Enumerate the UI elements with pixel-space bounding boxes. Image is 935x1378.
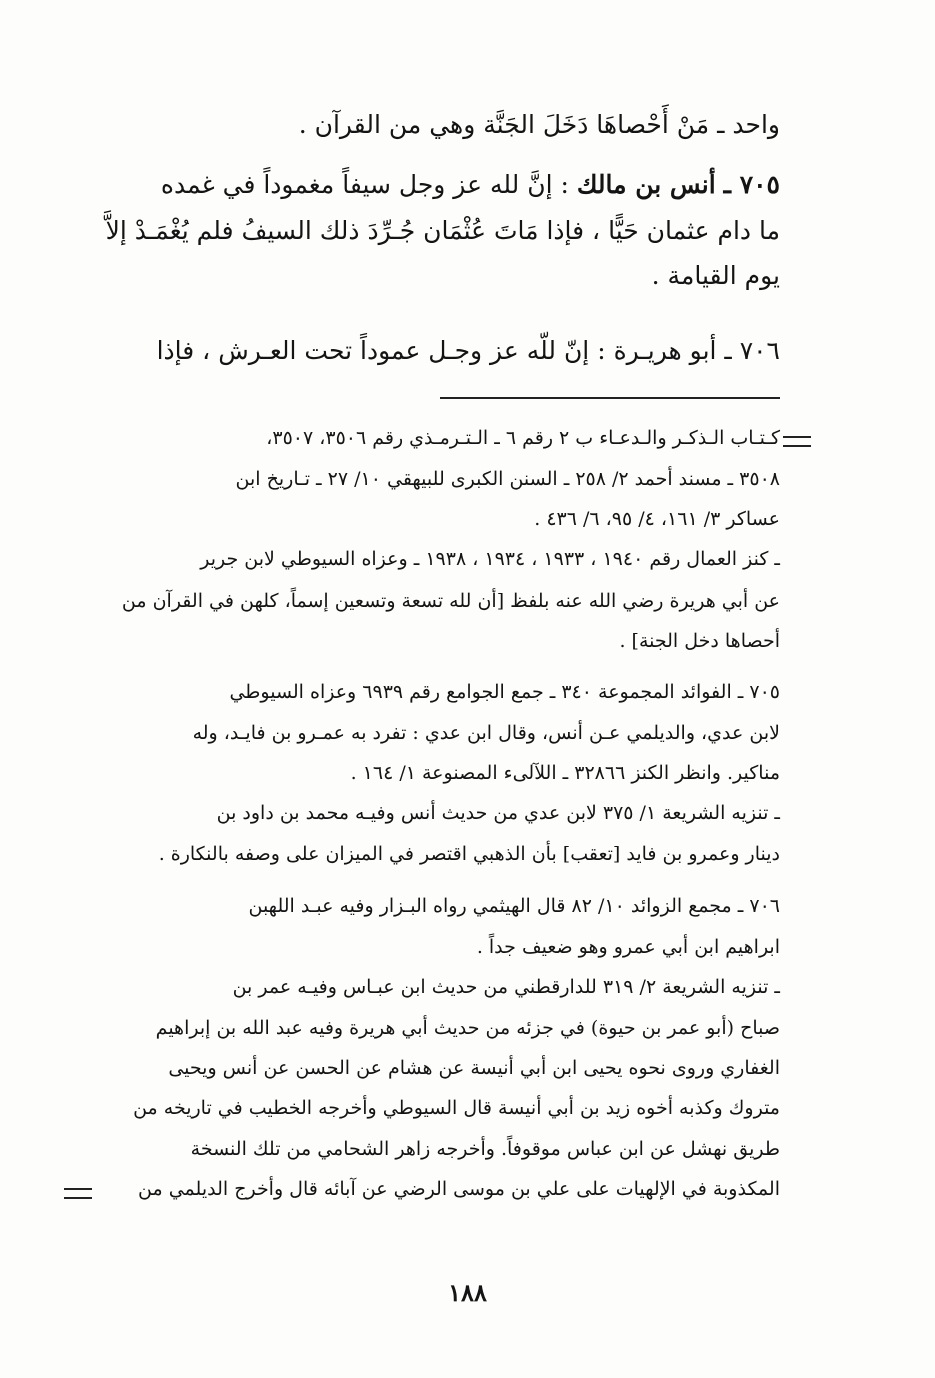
footnote-line: المكذوبة في الإلهيات على علي بن موسى الرضي عن آبائه قال وأخرج الديلمي من [138,1178,780,1200]
hadith-706-line: ٧٠٦ ـ أبو هريـرة : إنّ للّه عز وجـل عموداً تحت العـرش ، فإذا [156,336,780,365]
main-text-line: يوم القيامة . [651,261,780,290]
footnote-line: كـتـاب الـذكـر والـدعـاء ب ٢ رقم ٦ ـ الـتـرمـذي رقم ٣٥٠٦، ٣٥٠٧، [266,427,780,449]
footnote-line: مناكير. وانظر الكنز ٣٢٨٦٦ ـ اللآلىء المصنوعة ١/ ١٦٤ . [350,762,780,784]
footnote-line: ـ تنزيه الشريعة ١/ ٣٧٥ لابن عدي من حديث أنس وفيـه محمد بن داود بن [216,802,780,824]
hadith-number: ٧٠٥ ـ [723,170,780,199]
footnote-line: لابن عدي، والديلمي عـن أنس، وقال ابن عدي : تفرد به عمـرو بن فايـد، وله [192,722,780,744]
footnote-line: متروك وكذبه أخوه زيد بن أبي أنيسة قال السيوطي وأخرجه الخطيب في تاريخه من [133,1097,780,1119]
footnote-line: دينار وعمرو بن فايد [تعقب] بأن الذهبي اقتصر في الميزان على وصفه بالنكارة . [158,843,780,865]
main-text-line: واحد ـ مَنْ أَحْصاهَا دَخَلَ الجَنَّة وهي من القرآن . [298,110,780,139]
hadith-text: : إنَّ لله عز وجل سيفاً مغموداً في غمده [160,170,569,199]
footnote-line: ٧٠٦ ـ مجمع الزوائد ١٠/ ٨٢ قال الهيثمي رواه البـزار وفيه عبـد اللهبن [248,895,780,917]
footnote-line: الغفاري وروى نحوه يحيى ابن أبي أنيسة عن هشام عن الحسن عن أنس ويحيى [168,1057,780,1079]
continuation-mark [783,436,811,447]
footnote-line: أحصاها دخل الجنة] . [619,630,780,652]
hadith-705-line [161,170,780,200]
footnote-line: عساكر ٣/ ١٦١، ٤/ ٩٥، ٦/ ٤٣٦ . [534,508,780,530]
main-text-line: ما دام عثمان حَيًّا ، فإذا مَاتَ عُثْمَان جُـرِّدَ ذلك السيفُ فلم يُغْمَـدْ إلاَّ [105,216,780,245]
footnote-separator [440,397,780,399]
footnote-line: طريق نهشل عن ابن عباس موقوفاً. وأخرجه زاهر الشحامي من تلك النسخة [190,1138,780,1160]
footnote-line: ابراهيم ابن أبي عمرو وهو ضعيف جداً . [476,936,780,958]
footnote-line: عن أبي هريرة رضي الله عنه بلفظ [أن لله تسعة وتسعين إسماً، كلهن في القرآن من [121,590,780,612]
footnote-line: ٧٠٥ ـ الفوائد المجموعة ٣٤٠ ـ جمع الجوامع رقم ٦٩٣٩ وعزاه السيوطي [229,681,780,703]
continuation-mark [64,1188,92,1199]
narrator-name: أنس بن مالك [576,170,716,199]
footnote-line: ـ كنز العمال رقم ١٩٤٠ ، ١٩٣٣ ، ١٩٣٤ ، ١٩٣٨ ـ وعزاه السيوطي لابن جرير [200,548,780,570]
footnote-line: ـ تنزيه الشريعة ٢/ ٣١٩ للدارقطني من حديث ابن عبـاس وفيـه عمر بن [232,976,780,998]
page-number: ١٨٨ [448,1278,487,1307]
footnote-line: صباح (أبو عمر بن حيوة) في جزئه من حديث أبي هريرة وفيه عبد الله بن إبراهيم [155,1017,780,1039]
footnote-line: ٣٥٠٨ ـ مسند أحمد ٢/ ٢٥٨ ـ السنن الكبرى للبيهقي ١٠/ ٢٧ ـ تـاريخ ابن [235,468,780,490]
